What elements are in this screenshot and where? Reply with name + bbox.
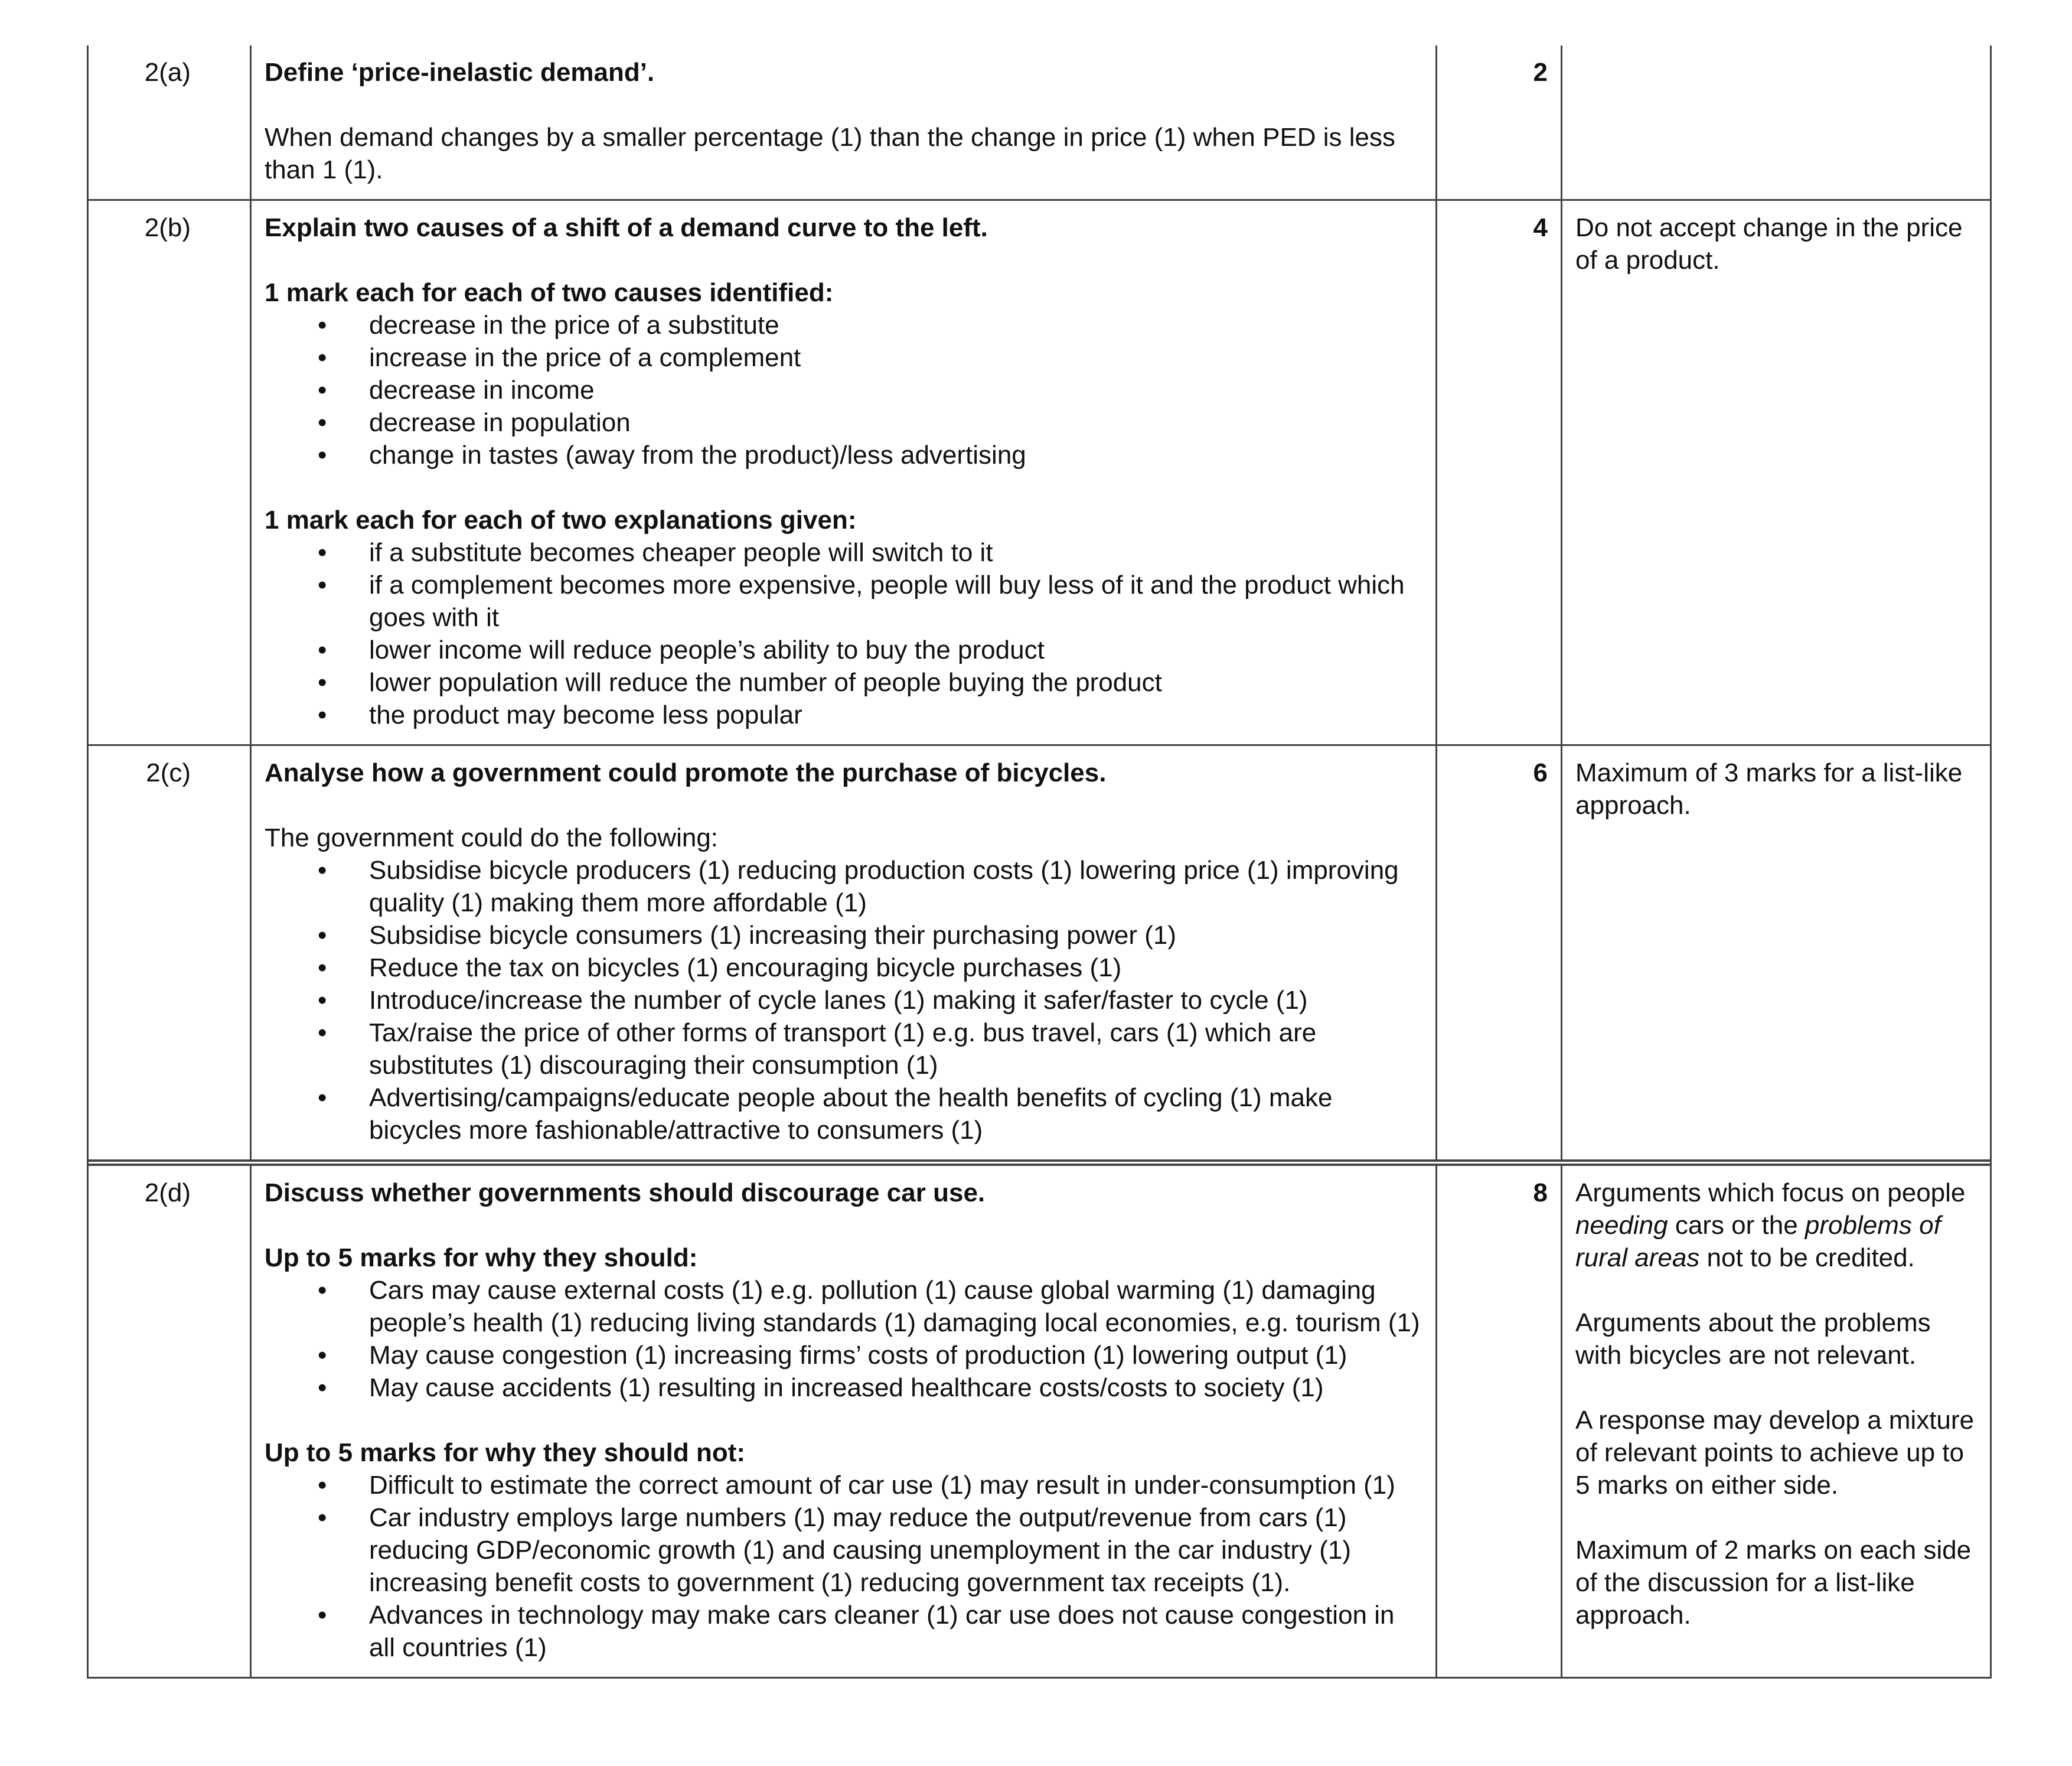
mark-scheme-table [87,45,1992,1679]
section-heading: 1 mark each for each of two causes identified: [265,278,834,307]
section-heading: Up to 5 marks for why they should: [265,1243,698,1272]
bullet-list [265,536,1422,731]
bullet-list [265,1274,1422,1404]
guidance-fragment: Arguments which focus on people [1575,1178,1966,1207]
guidance-text [1575,1177,1977,1274]
guidance-fragment: not to be credited. [1699,1243,1915,1272]
answer-cell [250,746,1435,1159]
guidance-fragment: cars or the [1668,1211,1805,1240]
list-item: • lower income will reduce people’s ability to buy the product [265,634,1422,666]
guidance-text: Do not accept change in the price of a product. [1575,213,1963,275]
list-item: • Advertising/campaigns/educate people about the health benefits of cycling (1) make bicycles more fashionable/attractive to consumers (1) [265,1081,1422,1146]
intro-text: The government could do the following: [265,823,719,852]
question-text: Analyse how a government could promote the purchase of bicycles. [265,758,1107,787]
list-item: • Advances in technology may make cars cleaner (1) car use does not cause congestion in all countries (1) [265,1599,1422,1664]
list-item: • increase in the price of a complement [265,341,1422,374]
guidance-cell [1561,201,1990,744]
guidance-cell [1561,1166,1990,1677]
guidance-cell [1561,746,1990,1159]
list-item: • Subsidise bicycle consumers (1) increasing their purchasing power (1) [265,919,1422,952]
list-item: • change in tastes (away from the product)/less advertising [265,439,1422,471]
guidance-cell [1561,45,1990,199]
answer-text: When demand changes by a smaller percentage (1) than the change in price (1) when PED is less than 1 (1). [265,123,1396,184]
table-row-2a [89,45,1990,201]
list-item: • decrease in population [265,406,1422,439]
list-item: • if a complement becomes more expensive, people will buy less of it and the product which goes with it [265,569,1422,634]
list-item: • lower population will reduce the number of people buying the product [265,666,1422,699]
guidance-emphasis: problems of rural areas [1575,1211,1941,1272]
list-item: • if a substitute becomes cheaper people will switch to it [265,536,1422,569]
answer-cell [250,1166,1435,1677]
answer-cell [250,45,1435,199]
guidance-text: Maximum of 2 marks on each side of the discussion for a list-like approach. [1575,1536,1972,1630]
bullet-list [265,1469,1422,1664]
list-item: • decrease in income [265,374,1422,406]
list-item: • Subsidise bicycle producers (1) reducing production costs (1) lowering price (1) improving quality (1) making them more affordable (1) [265,854,1422,919]
answer-cell [250,201,1435,744]
list-item: • Cars may cause external costs (1) e.g. pollution (1) cause global warming (1) damaging people’s health (1) reducing living standards (1) damaging local economies, e.g. tourism (1) [265,1274,1422,1339]
question-text: Define ‘price-inelastic demand’. [265,58,655,87]
guidance-text: Maximum of 3 marks for a list-like approach. [1575,758,1963,820]
list-item: • decrease in the price of a substitute [265,309,1422,341]
question-number: 2(d) [144,1178,191,1207]
question-number: 2(c) [146,758,191,787]
list-item: • Difficult to estimate the correct amount of car use (1) may result in under-consumption (1) [265,1469,1422,1501]
marks-value: 2 [1435,45,1561,199]
guidance-emphasis: needing [1575,1211,1668,1240]
table-row-2b [89,201,1990,746]
table-row-2d [89,1166,1990,1679]
list-item: • May cause congestion (1) increasing firms’ costs of production (1) lowering output (1) [265,1339,1422,1371]
list-item: • Reduce the tax on bicycles (1) encouraging bicycle purchases (1) [265,952,1422,984]
question-text: Discuss whether governments should discourage car use. [265,1178,986,1207]
list-item: • May cause accidents (1) resulting in increased healthcare costs/costs to society (1) [265,1371,1422,1404]
bullet-list [265,854,1422,1146]
section-heading: Up to 5 marks for why they should not: [265,1438,746,1467]
table-row-2c [89,746,1990,1166]
question-number: 2(b) [144,213,191,242]
question-text: Explain two causes of a shift of a demand curve to the left. [265,213,988,242]
bullet-list [265,309,1422,471]
question-number: 2(a) [144,58,191,87]
marks-value: 6 [1435,746,1561,1159]
marks-value: 8 [1435,1166,1561,1677]
marks-value: 4 [1435,201,1561,744]
guidance-text: A response may develop a mixture of relevant points to achieve up to 5 marks on either side. [1575,1406,1975,1500]
list-item: • the product may become less popular [265,699,1422,731]
section-heading: 1 mark each for each of two explanations given: [265,506,857,535]
list-item: • Introduce/increase the number of cycle lanes (1) making it safer/faster to cycle (1) [265,984,1422,1016]
list-item: • Tax/raise the price of other forms of transport (1) e.g. bus travel, cars (1) which are substitutes (1) discouraging their consumption (1) [265,1016,1422,1081]
list-item: • Car industry employs large numbers (1) may reduce the output/revenue from cars (1) reducing GDP/economic growth (1) and causing unemployment in the car industry (1) increasing benefit costs to government (1) reducing government tax receipts (1). [265,1501,1422,1599]
guidance-text: Arguments about the problems with bicycles are not relevant. [1575,1308,1931,1370]
